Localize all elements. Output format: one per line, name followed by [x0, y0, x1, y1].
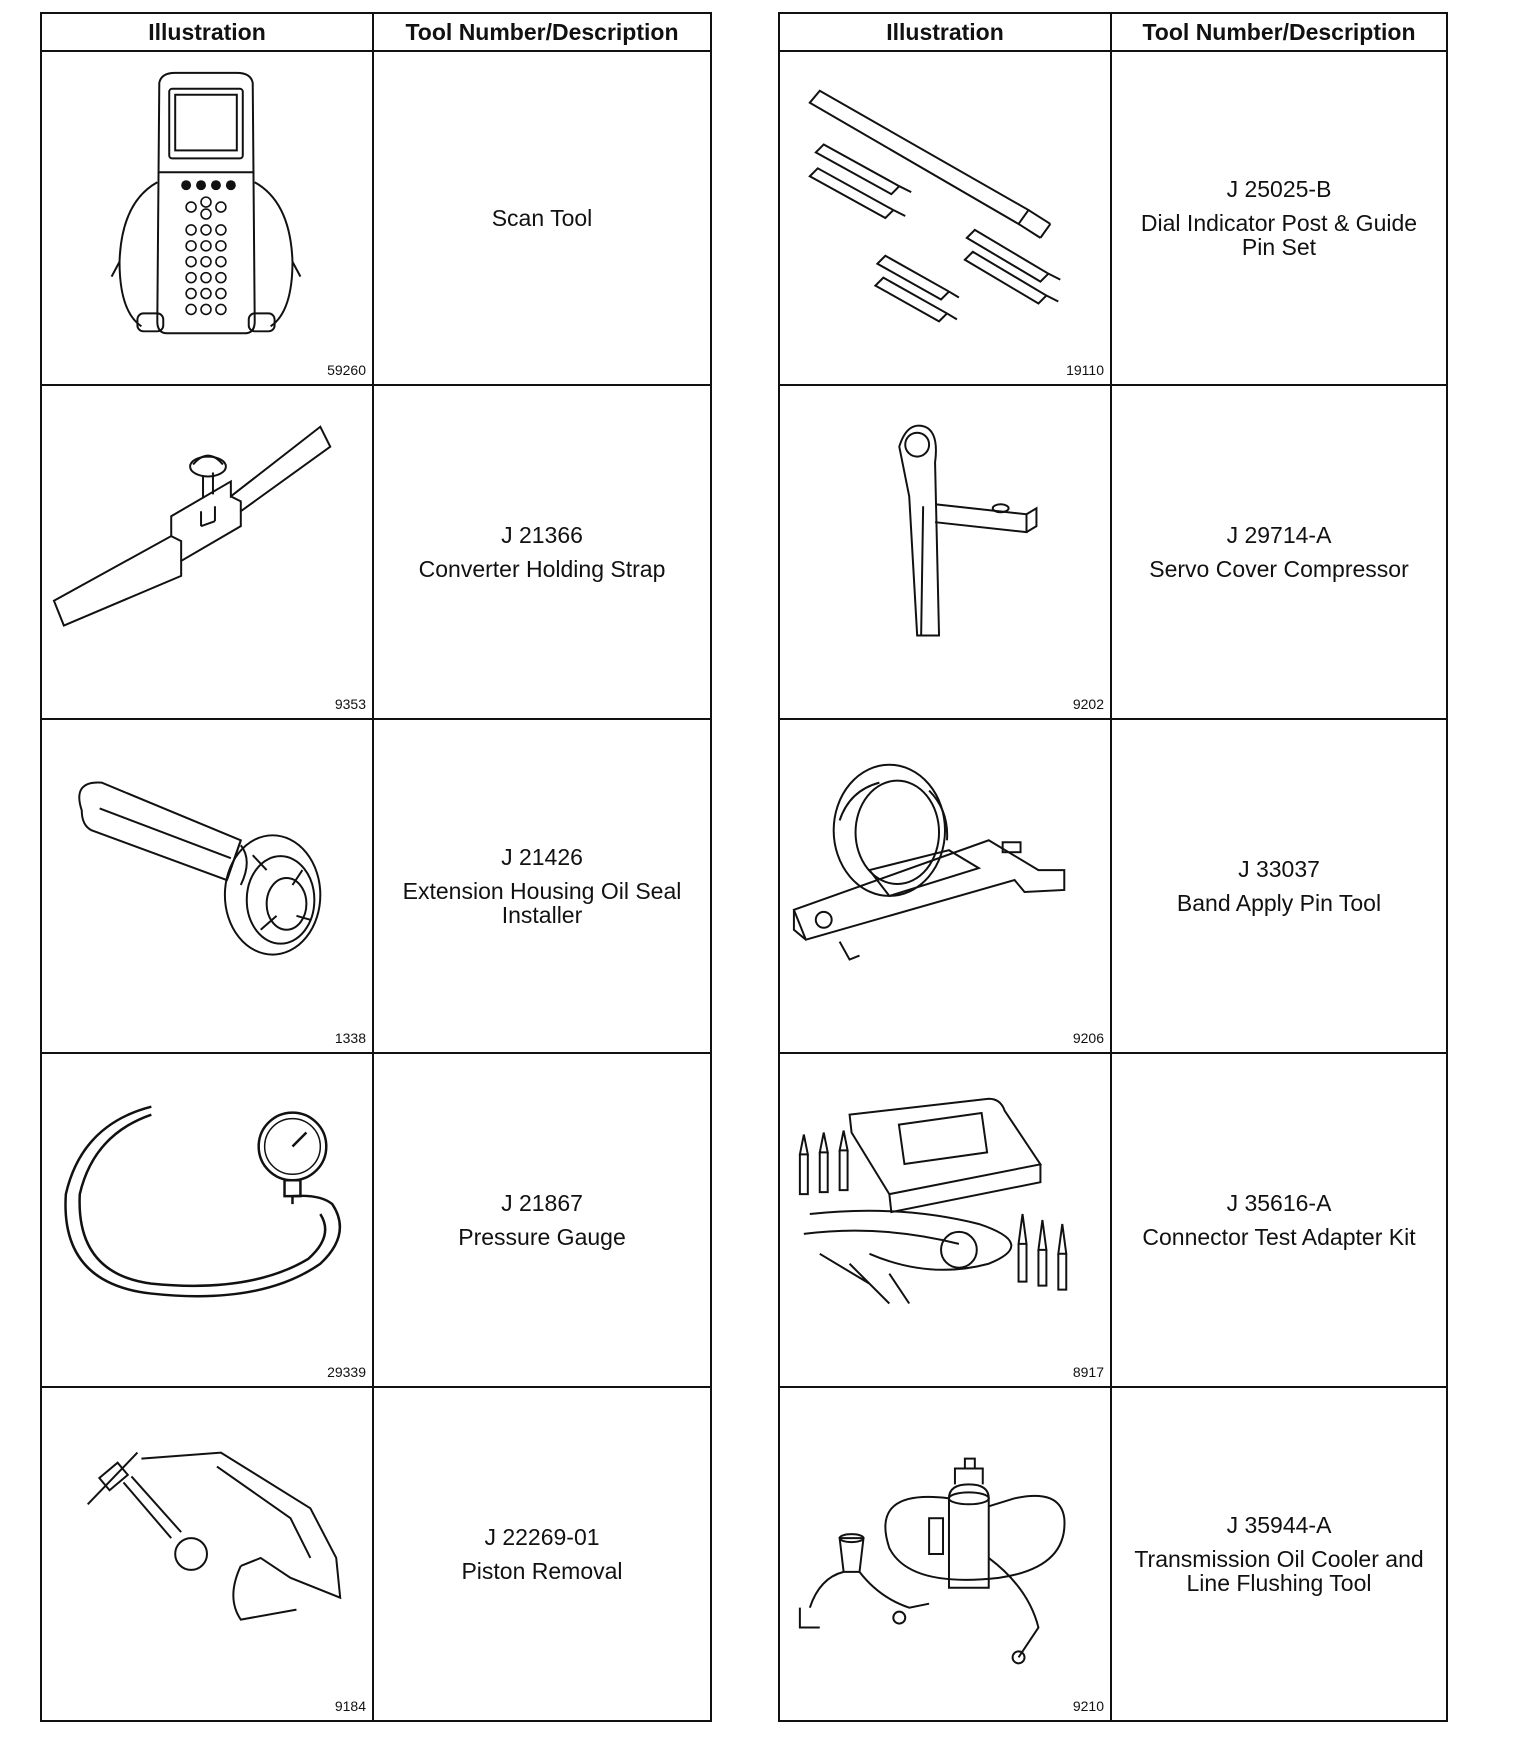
table-row: [41, 1053, 711, 1387]
tool-number: J 21426: [501, 844, 583, 870]
table-row: [41, 1387, 711, 1721]
tool-number: J 21867: [501, 1190, 583, 1216]
illustration-cell: [780, 52, 1110, 384]
illustration-cell: [780, 720, 1110, 1052]
tool-description: Band Apply Pin Tool: [1176, 890, 1382, 916]
tool-description-cell: [1112, 523, 1446, 581]
tool-description: Scan Tool: [491, 205, 593, 231]
tool-description-cell: [374, 1525, 710, 1583]
table-row: [41, 51, 711, 385]
table-row: [779, 51, 1447, 385]
table-row: [779, 719, 1447, 1053]
guide-pin-set-icon: [780, 52, 1110, 384]
tool-description-cell: [374, 1191, 710, 1249]
tool-number: J 29714-A: [1226, 522, 1332, 548]
holding-strap-icon: [42, 386, 372, 718]
pressure-gauge-icon: [42, 1054, 372, 1386]
tool-description: Dial Indicator Post & Guide Pin Set: [1140, 210, 1418, 260]
illustration-cell: [780, 1054, 1110, 1386]
band-apply-pin-icon: [780, 720, 1110, 1052]
tool-description: Connector Test Adapter Kit: [1142, 1224, 1416, 1250]
tool-description-cell: [1112, 857, 1446, 915]
illustration-header: Illustration: [41, 13, 373, 51]
tool-description: Transmission Oil Cooler and Line Flushing Tool: [1134, 1546, 1424, 1596]
illustration-cell: [42, 386, 372, 718]
figure-number: 9202: [1072, 696, 1104, 712]
tools-table-left: [40, 12, 712, 1722]
tool-description: Converter Holding Strap: [418, 556, 666, 582]
illustration-cell: [780, 1388, 1110, 1720]
figure-number: 1338: [334, 1030, 366, 1046]
illustration-cell: [780, 386, 1110, 718]
illustration-cell: [42, 720, 372, 1052]
seal-installer-icon: [42, 720, 372, 1052]
tool-description: Piston Removal: [461, 1558, 623, 1584]
table-row: [41, 385, 711, 719]
illustration-cell: [42, 1054, 372, 1386]
tool-header: Tool Number/Description: [373, 13, 711, 51]
figure-number: 9210: [1072, 1698, 1104, 1714]
tool-description: Extension Housing Oil Seal Installer: [402, 878, 682, 928]
table-row: [779, 385, 1447, 719]
tool-description-cell: [374, 523, 710, 581]
table-row: [779, 1053, 1447, 1387]
tool-number: J 35616-A: [1226, 1190, 1332, 1216]
header-row: [779, 13, 1447, 51]
piston-removal-icon: [42, 1388, 372, 1720]
illustration-header: Illustration: [779, 13, 1111, 51]
tool-number: J 35944-A: [1226, 1512, 1332, 1538]
tool-number: J 21366: [501, 522, 583, 548]
tool-description-cell: [374, 845, 710, 927]
tool-description-cell: [374, 206, 710, 230]
figure-number: 59260: [327, 362, 366, 378]
table-row: [41, 719, 711, 1053]
flushing-tool-icon: [780, 1388, 1110, 1720]
header-row: [41, 13, 711, 51]
figure-number: 9353: [334, 696, 366, 712]
tool-number: J 22269-01: [484, 1524, 600, 1550]
tool-number: J 33037: [1238, 856, 1320, 882]
servo-compressor-icon: [780, 386, 1110, 718]
test-adapter-kit-icon: [780, 1054, 1110, 1386]
tool-number: J 25025-B: [1226, 176, 1332, 202]
tool-description: Pressure Gauge: [458, 1224, 626, 1250]
illustration-cell: [42, 1388, 372, 1720]
figure-number: 9206: [1072, 1030, 1104, 1046]
figure-number: 29339: [327, 1364, 366, 1380]
tools-table-right: [778, 12, 1448, 1722]
scan-tool-icon: [42, 52, 372, 384]
tool-header: Tool Number/Description: [1111, 13, 1447, 51]
figure-number: 8917: [1072, 1364, 1104, 1380]
table-row: [779, 1387, 1447, 1721]
figure-number: 19110: [1066, 362, 1104, 378]
tool-description-cell: [1112, 1513, 1446, 1595]
tool-description-cell: [1112, 177, 1446, 259]
figure-number: 9184: [334, 1698, 366, 1714]
tool-description: Servo Cover Compressor: [1149, 556, 1409, 582]
tool-description-cell: [1112, 1191, 1446, 1249]
illustration-cell: [42, 52, 372, 384]
